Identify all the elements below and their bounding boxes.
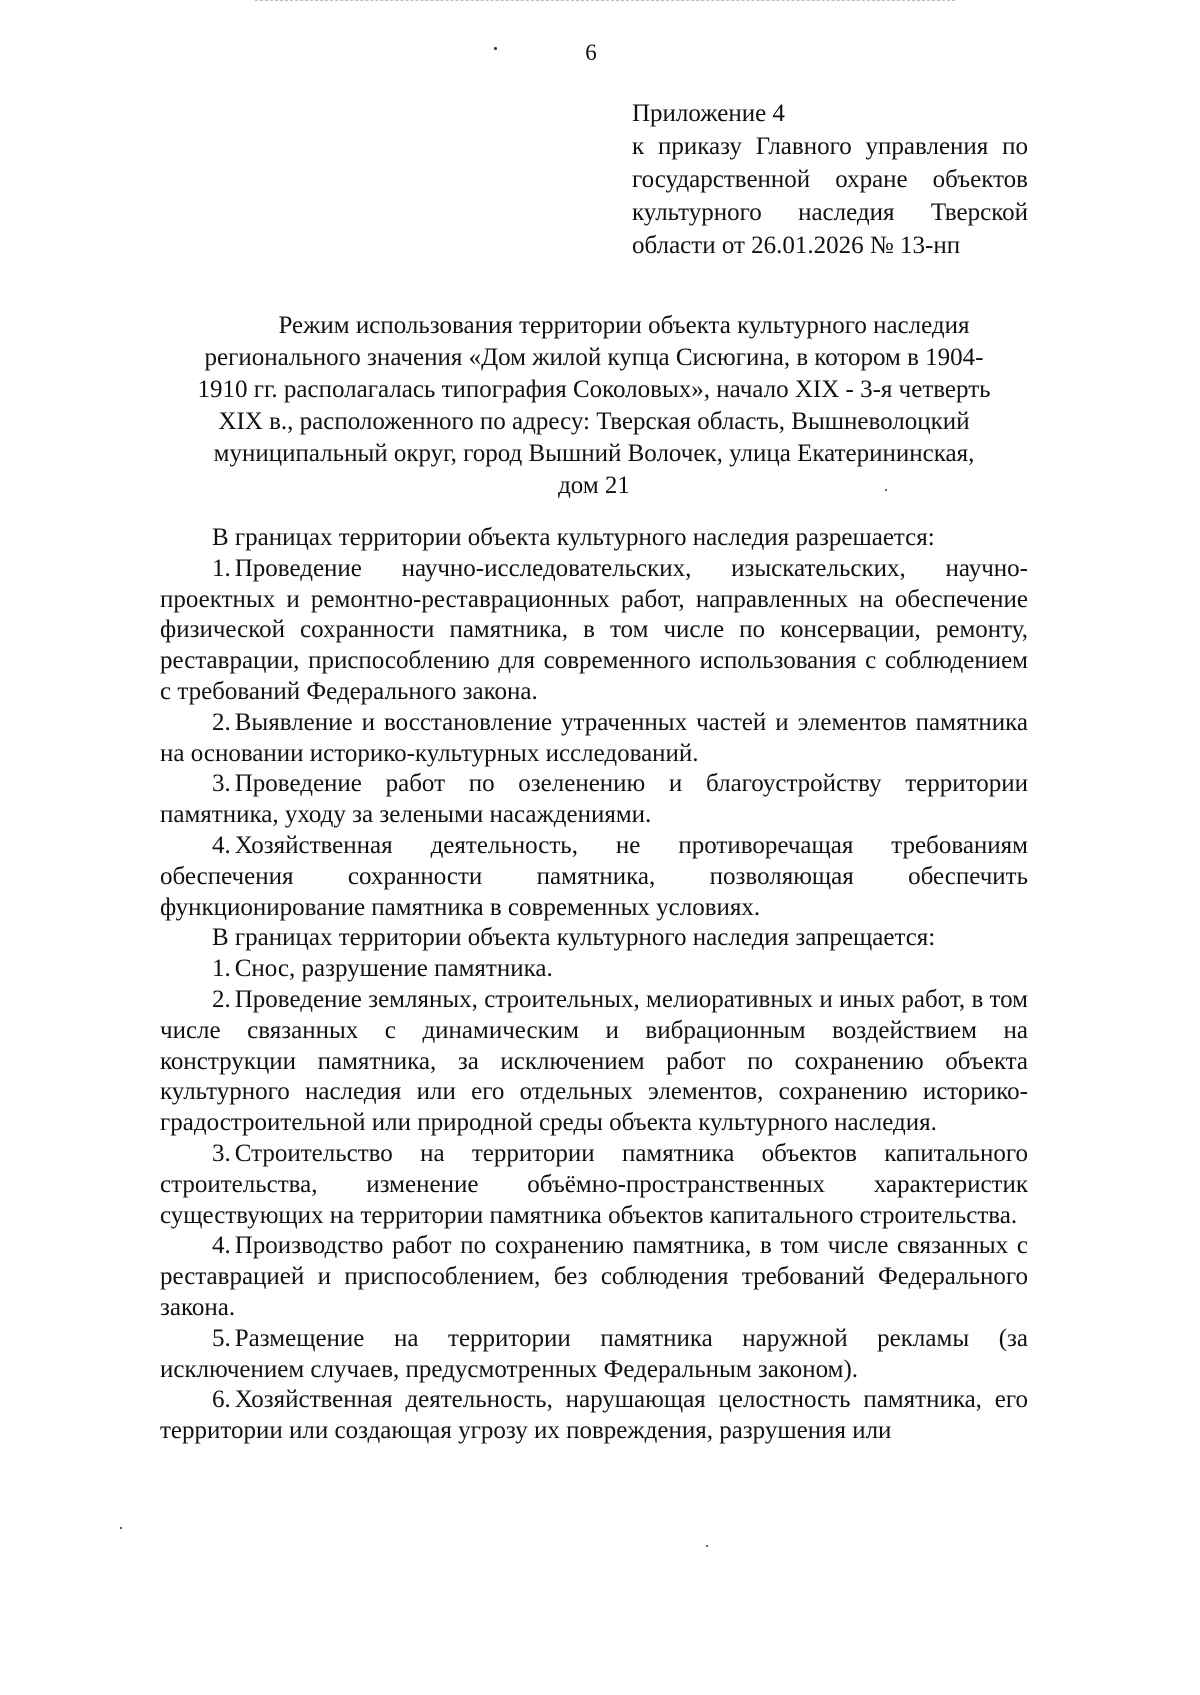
item-number: 6. — [212, 1386, 231, 1414]
item-text: Проведение работ по озеленению и благоустройству территории памятника, уходу за зелеными насаждениями. — [160, 770, 1028, 829]
scan-speck — [885, 489, 887, 491]
prohibited-item — [160, 1231, 1028, 1323]
item-text: Выявление и восстановление утраченных частей и элементов памятника на основании историко-культурных исследований. — [160, 708, 1028, 767]
allowed-item — [160, 769, 1028, 831]
item-number: 4. — [212, 831, 231, 859]
item-text: Хозяйственная деятельность, нарушающая целостность памятника, его территории или создающая угрозу их повреждения, разрушения или — [160, 1386, 1028, 1445]
appendix-line: культурного наследия Тверской — [632, 199, 1028, 226]
item-number: 1. — [212, 955, 231, 983]
allowed-heading: В границах территории объекта культурного наследия разрешается: — [212, 524, 935, 551]
item-number: 2. — [212, 708, 231, 736]
document-body — [160, 523, 1028, 1447]
scan-speck — [706, 1545, 708, 1547]
scan-speck — [494, 47, 497, 50]
title-line: Режим использования территории объекта культурного наследия — [278, 312, 970, 339]
allowed-item — [160, 831, 1028, 923]
item-number: 3. — [212, 1139, 231, 1167]
item-text: Проведение научно-исследовательских, изыскательских, научно-проектных и ремонтно-реставрационных работ, направленных на обеспечение физической сохранности памятника, в том числе по консервации, ремонту, реставрации, приспособлению для современного использования с соблюдением с требований Федерального закона. — [160, 554, 1028, 705]
prohibited-heading: В границах территории объекта культурного наследия запрещается: — [212, 924, 936, 952]
scan-speck — [120, 1527, 122, 1529]
allowed-item — [160, 554, 1028, 708]
appendix-line: Приложение 4 — [632, 100, 785, 127]
appendix-line: государственной охране объектов — [632, 166, 1028, 193]
document-title — [160, 310, 1028, 502]
prohibited-item — [160, 985, 1028, 1139]
prohibited-item — [160, 1324, 1028, 1386]
item-text: Проведение земляных, строительных, мелиоративных и иных работ, в том числе связанных с динамическим и вибрационным воздействием на конструкции памятника, за исключением работ по сохранению объекта культурного наследия или его отдельных элементов, сохранению историко-градостроительной или природной среды объекта культурного наследия. — [160, 985, 1028, 1137]
page-number: 6 — [585, 40, 597, 65]
item-number: 1. — [212, 554, 231, 582]
item-text: Производство работ по сохранению памятника, в том числе связанных с реставрацией и приспособлением, без соблюдения требований Федерального закона. — [160, 1232, 1028, 1321]
item-text: Строительство на территории памятника объектов капитального строительства, изменение объёмно-пространственных характеристик существующих на территории памятника объектов капитального строительства. — [160, 1139, 1028, 1229]
title-line: муниципальный округ, город Вышний Волочек, улица Екатерининская, — [213, 440, 975, 467]
prohibited-item — [160, 954, 1028, 985]
scan-edge-line — [255, 0, 955, 2]
title-line: XIX в., расположенного по адресу: Тверская область, Вышневолоцкий — [218, 408, 970, 435]
title-line: 1910 гг. располагалась типография Соколовых», начало XIX - 3-я четверть — [197, 376, 991, 403]
appendix-block — [632, 97, 1028, 262]
appendix-line: к приказу Главного управления по — [632, 133, 1028, 160]
item-text: Хозяйственная деятельность, не противоречащая требованиям обеспечения сохранности памятника, позволяющая обеспечить функционирование памятника в современных условиях. — [160, 831, 1028, 921]
item-number: 3. — [212, 770, 231, 798]
item-text: Размещение на территории памятника наружной рекламы (за исключением случаев, предусмотренных Федеральным законом). — [160, 1324, 1028, 1383]
item-number: 2. — [212, 985, 231, 1013]
allowed-item — [160, 708, 1028, 770]
title-line: дом 21 — [558, 472, 630, 499]
title-line: регионального значения «Дом жилой купца Сисюгина, в котором в 1904- — [204, 344, 984, 371]
item-number: 5. — [212, 1324, 231, 1352]
item-number: 4. — [212, 1232, 231, 1260]
appendix-line: области от 26.01.2026 № 13-нп — [632, 232, 961, 259]
prohibited-item — [160, 1385, 1028, 1447]
item-text: Снос, разрушение памятника. — [234, 955, 553, 983]
prohibited-item — [160, 1139, 1028, 1231]
